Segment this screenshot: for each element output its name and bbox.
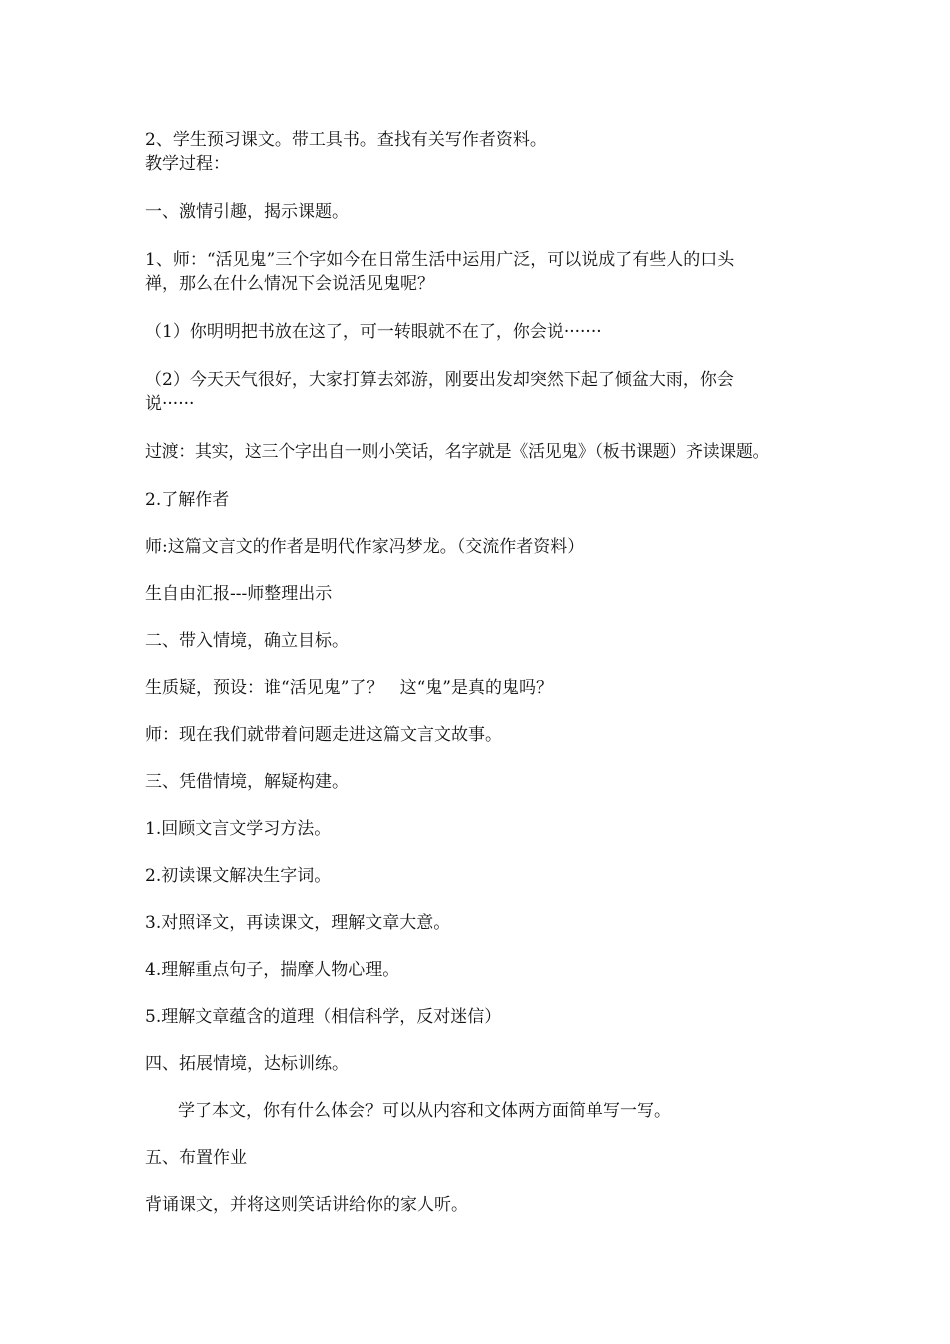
understand-author-heading: 2.了解作者 [145, 490, 230, 510]
step-1: 1.回顾文言文学习方法。 [145, 819, 332, 839]
example-2-line-2: 说······ [145, 394, 195, 414]
section-4-heading: 四、拓展情境，达标训练。 [145, 1054, 349, 1074]
reflection-task: 学了本文，你有什么体会？可以从内容和文体两方面简单写一写。 [178, 1101, 671, 1121]
section-2-heading: 二、带入情境，确立目标。 [145, 631, 349, 651]
section-1-heading: 一、激情引趣，揭示课题。 [145, 202, 349, 222]
homework: 背诵课文，并将这则笑话讲给你的家人听。 [145, 1195, 468, 1215]
step-5: 5.理解文章蕴含的道理（相信科学，反对迷信） [145, 1007, 502, 1027]
teaching-process-heading: 教学过程： [145, 154, 230, 174]
student-report: 生自由汇报---师整理出示 [145, 584, 333, 604]
transition-paragraph: 过渡：其实，这三个字出自一则小笑话，名字就是《活见鬼》（板书课题）齐读课题。 [145, 442, 770, 462]
paragraph-1-line-1: 1、师：“活见鬼”三个字如今在日常生活中运用广泛，可以说成了有些人的口头 [145, 250, 735, 270]
step-2: 2.初读课文解决生字词。 [145, 866, 332, 886]
example-2-line-1: （2）今天天气很好，大家打算去郊游，刚要出发却突然下起了倾盆大雨，你会 [145, 370, 734, 390]
example-1: （1）你明明把书放在这了，可一转眼就不在了，你会说······· [145, 322, 602, 342]
step-3: 3.对照译文，再读课文，理解文章大意。 [145, 913, 451, 933]
paragraph-1-line-2: 禅，那么在什么情况下会说活见鬼呢？ [145, 274, 434, 294]
student-questions: 生质疑，预设：谁“活见鬼”了？ 这“鬼”是真的鬼吗？ [145, 678, 553, 698]
teacher-lead-in: 师：现在我们就带着问题走进这篇文言文故事。 [145, 725, 502, 745]
section-5-heading: 五、布置作业 [145, 1148, 247, 1168]
section-3-heading: 三、凭借情境，解疑构建。 [145, 772, 349, 792]
step-4: 4.理解重点句子，揣摩人物心理。 [145, 960, 400, 980]
prep-step-2: 2、学生预习课文。带工具书。查找有关写作者资料。 [145, 130, 547, 150]
author-info: 师:这篇文言文的作者是明代作家冯梦龙。（交流作者资料） [145, 537, 585, 557]
